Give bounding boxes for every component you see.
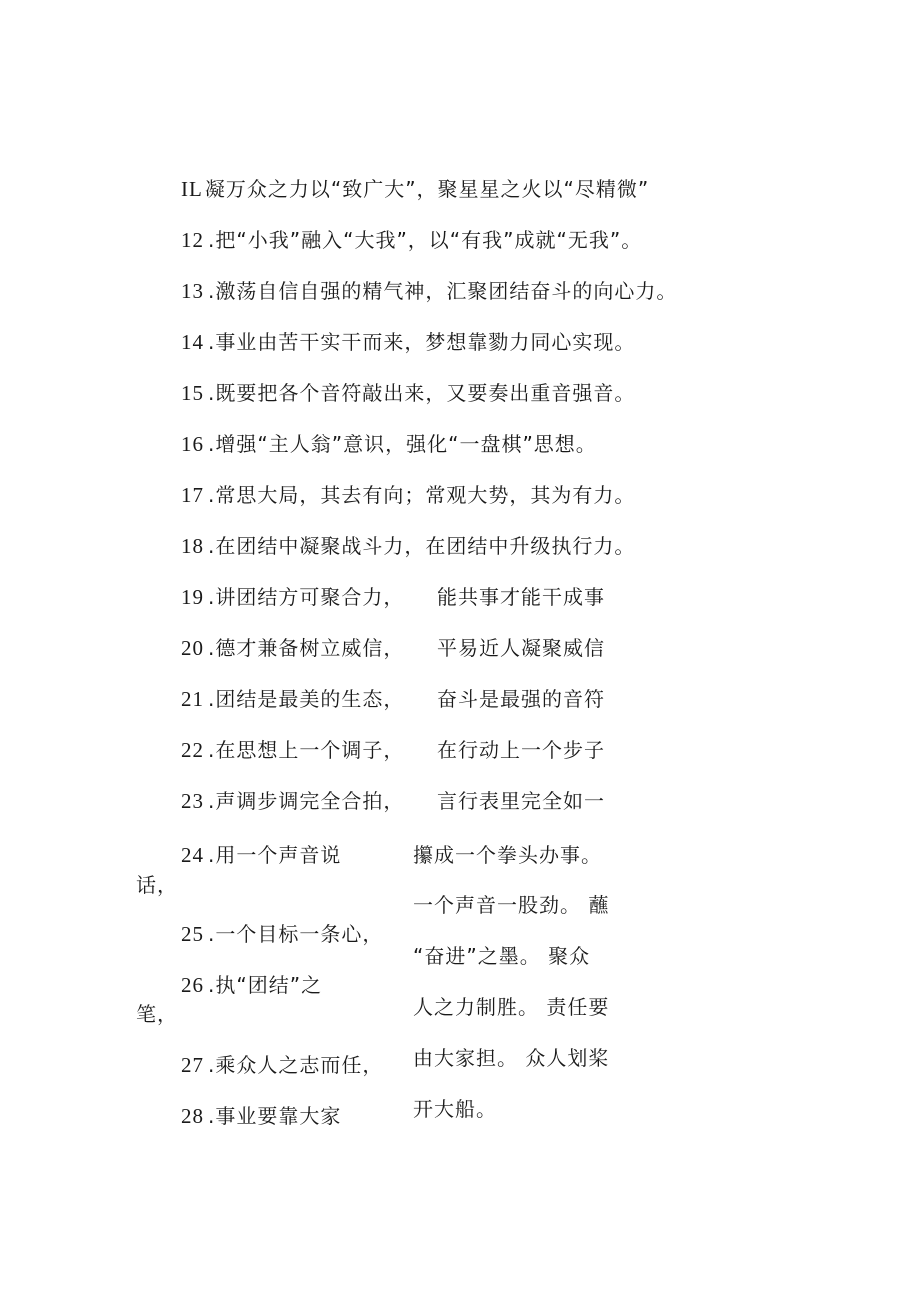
block-right-line: 由大家担。 众人划桨 — [413, 1046, 610, 1070]
item-text: .激荡自信自强的精气神，汇聚团结奋斗的向心力。 — [208, 279, 678, 303]
item-number: 15 — [181, 381, 204, 405]
item-text: .一个目标一条心， — [208, 922, 384, 946]
block-right-line: 人之力制胜。 责任要 — [413, 995, 610, 1019]
list-item — [181, 921, 383, 947]
item-number: 16 — [181, 432, 204, 456]
block-right-line: 一个声音一股劲。 蘸 — [413, 893, 610, 917]
item-wrap: 笔， — [136, 1002, 178, 1026]
list-item — [181, 176, 649, 202]
item-number: 27 — [181, 1053, 204, 1077]
item-number: 17 — [181, 483, 204, 507]
item-number: 26 — [181, 973, 204, 997]
item-text: .乘众人之志而任， — [208, 1053, 384, 1077]
list-item — [181, 737, 404, 763]
item-continuation: 平易近人凝聚威信 — [437, 636, 605, 660]
list-item — [181, 788, 404, 814]
item-number: 20 — [181, 636, 204, 660]
item-text: .既要把各个音符敲出来，又要奏出重音强音。 — [208, 381, 636, 405]
item-text: .团结是最美的生态， — [208, 687, 405, 711]
list-item — [181, 1103, 341, 1129]
item-text: .德才兼备树立威信， — [208, 636, 405, 660]
item-number: 19 — [181, 585, 204, 609]
item-text: .用一个声音说 — [208, 843, 342, 867]
item-text: 凝万众之力以“致广大”，聚星星之火以“尽精微” — [204, 177, 650, 201]
block-right-line: “奋进”之墨。 聚众 — [413, 944, 591, 968]
block-right-line: 攥成一个拳头办事。 — [413, 843, 602, 867]
item-text: .常思大局，其去有向；常观大势，其为有力。 — [208, 483, 636, 507]
list-item — [181, 635, 404, 661]
list-item — [181, 686, 404, 712]
item-number: 25 — [181, 922, 204, 946]
item-text: .声调步调完全合拍， — [208, 789, 405, 813]
list-item — [181, 278, 677, 304]
item-text: .讲团结方可聚合力， — [208, 585, 405, 609]
list-item — [181, 842, 341, 868]
item-number: 21 — [181, 687, 204, 711]
item-continuation: 能共事才能干成事 — [437, 585, 605, 609]
item-number: 22 — [181, 738, 204, 762]
list-item — [181, 380, 635, 406]
item-continuation: 奋斗是最强的音符 — [437, 687, 605, 711]
list-item — [181, 584, 404, 610]
item-continuation: 在行动上一个步子 — [437, 738, 605, 762]
list-item — [181, 972, 322, 998]
item-number: 12 — [181, 228, 204, 252]
list-item — [181, 1052, 383, 1078]
item-number: 24 — [181, 843, 204, 867]
item-number: 28 — [181, 1104, 204, 1128]
item-text: .执“团结”之 — [208, 973, 323, 997]
item-text: .事业由苦干实干而来，梦想靠勠力同心实现。 — [208, 330, 636, 354]
item-number: 18 — [181, 534, 204, 558]
item-text: .增强“主人翁”意识，强化“一盘棋”思想。 — [208, 432, 597, 456]
item-text: .事业要靠大家 — [208, 1104, 342, 1128]
list-item — [181, 431, 597, 457]
item-number: 13 — [181, 279, 204, 303]
list-item — [181, 533, 635, 559]
item-text: .把“小我”融入“大我”，以“有我”成就“无我”。 — [208, 228, 643, 252]
item-continuation: 言行表里完全如一 — [437, 789, 605, 813]
item-wrap: 话， — [136, 873, 178, 897]
list-item — [181, 227, 642, 253]
item-number: IL — [181, 177, 203, 201]
item-number: 23 — [181, 789, 204, 813]
item-number: 14 — [181, 330, 204, 354]
list-item — [181, 482, 635, 508]
item-text: .在团结中凝聚战斗力，在团结中升级执行力。 — [208, 534, 636, 558]
item-text: .在思想上一个调子， — [208, 738, 405, 762]
list-item — [181, 329, 635, 355]
block-right-line: 开大船。 — [413, 1097, 497, 1121]
